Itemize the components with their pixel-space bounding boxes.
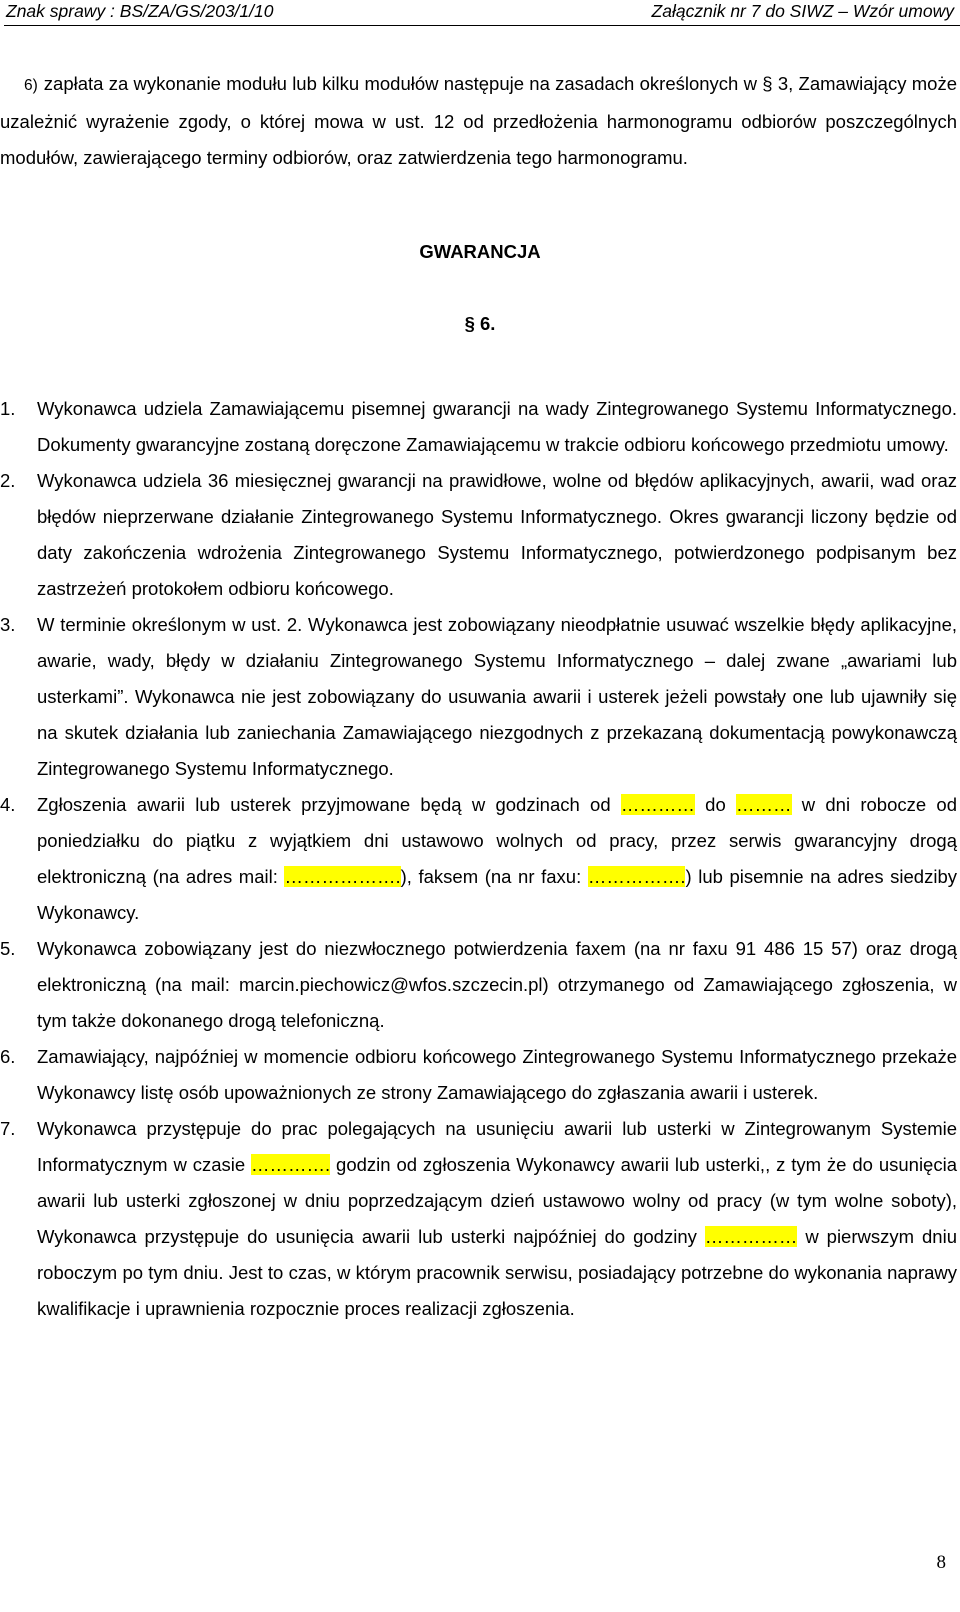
clause-3: [0, 607, 957, 787]
clause-7: [0, 1111, 957, 1327]
clause-text: Wykonawca udziela 36 miesięcznej gwarancji na prawidłowe, wolne od błędów aplikacyjnych, awarii, wad oraz błędów nieprzerwane działanie Zintegrowanego Systemu Informatycznego. Okres gwarancji liczony będzie od daty zakończenia wdrożenia Zintegrowanego Systemu Informatycznego, potwierdzonego podpisanym bez zastrzeżeń protokołem odbioru końcowego.: [37, 470, 957, 599]
fax-blank: …………….: [587, 866, 686, 887]
hours-to-blank: ………: [736, 794, 792, 815]
page-header: [6, 0, 954, 27]
attachment-title: Załącznik nr 7 do SIWZ – Wzór umowy: [651, 1, 954, 21]
intro-paragraph: [0, 66, 957, 176]
clause-1: [0, 391, 957, 463]
clause-number: 6.: [0, 1046, 16, 1067]
page-number: 8: [936, 1552, 946, 1573]
header-divider: [4, 25, 960, 26]
clause-4: [0, 787, 957, 931]
hour-deadline-blank: ……………: [704, 1226, 798, 1247]
clause-5: [0, 931, 957, 1039]
text-segment: godzin od zgłoszenia Wykonawcy awarii lub usterki,, z tym że do usunięcia awarii lub usterki zgłoszonej w dniu poprzedzającym dzień ustawowo wolny od pracy (w tym wolne soboty), Wykonawca przystępuje do usunięcia awarii lub usterki najpóźniej do godziny: [37, 1154, 957, 1247]
hours-from-blank: …………: [620, 794, 695, 815]
clause-number: 2.: [0, 470, 16, 491]
clause-list: [0, 391, 957, 1327]
email-blank: ……………….: [284, 866, 401, 887]
clause-number: 7.: [0, 1118, 16, 1139]
text-segment: w pierwszym dniu roboczym po tym dniu. Jest to czas, w którym pracownik serwisu, posiadający potrzebne do wykonania naprawy kwalifikacje i uprawnienia rozpocznie proces realizacji zgłoszenia.: [37, 1226, 957, 1319]
intro-number: 6): [24, 77, 38, 94]
section-title: GWARANCJA: [419, 241, 541, 262]
intro-text: zapłata za wykonanie modułu lub kilku modułów następuje na zasadach określonych w § 3, Zamawiający może uzależnić wyrażenie zgody, o której mowa w ust. 12 od przedłożenia harmonogramu odbiorów poszczególnych modułów, zawierającego terminy odbiorów, oraz zatwierdzenia tego harmonogramu.: [0, 73, 957, 168]
text-segment: Zgłoszenia awarii lub usterek przyjmowane będą w godzinach od: [37, 794, 621, 815]
text-segment: Wykonawca przystępuje do prac polegających na usunięciu awarii lub usterki w Zintegrowanym Systemie Informatycznym w czasie: [37, 1118, 957, 1175]
clause-text: Wykonawca udziela Zamawiającemu pisemnej gwarancji na wady Zintegrowanego Systemu Informatycznego. Dokumenty gwarancyjne zostaną doręczone Zamawiającemu w trakcie odbioru końcowego przedmiotu umowy.: [37, 398, 957, 455]
text-segment: ), faksem (na nr faxu:: [400, 866, 588, 887]
clause-text: [37, 794, 957, 923]
clause-2: [0, 463, 957, 607]
response-time-blank: ………….: [251, 1154, 331, 1175]
clause-text: [37, 1118, 957, 1319]
clause-number: 3.: [0, 614, 16, 635]
clause-6: [0, 1039, 957, 1111]
clause-text: Zamawiający, najpóźniej w momencie odbioru końcowego Zintegrowanego Systemu Informatycznego przekaże Wykonawcy listę osób upoważnionych ze strony Zamawiającego do zgłaszania awarii i usterek.: [37, 1046, 957, 1103]
text-segment: w dni robocze od poniedziałku do piątku z wyjątkiem dni ustawowo wolnych od pracy, przez serwis gwarancyjny drogą elektroniczną (na adres mail:: [37, 794, 957, 887]
clause-number: 1.: [0, 398, 16, 419]
section-number: § 6.: [464, 313, 496, 334]
clause-text: W terminie określonym w ust. 2. Wykonawca jest zobowiązany nieodpłatnie usuwać wszelkie błędy aplikacyjne, awarie, wady, błędy w działaniu Zintegrowanego Systemu Informatycznego – dalej zwane „awariami lub usterkami”. Wykonawca nie jest zobowiązany do usuwania awarii i usterek jeżeli powstały one lub ujawniły się na skutek działania lub zaniechania Zamawiającego niezgodnych z przekazaną dokumentacją powykonawczą Zintegrowanego Systemu Informatycznego.: [37, 614, 957, 779]
text-segment: do: [694, 794, 737, 815]
case-number: Znak sprawy : BS/ZA/GS/203/1/10: [6, 1, 274, 21]
clause-number: 5.: [0, 938, 16, 959]
clause-number: 4.: [0, 794, 16, 815]
text-segment: ) lub pisemnie na adres siedziby Wykonawcy.: [37, 866, 957, 923]
clause-text: Wykonawca zobowiązany jest do niezwłocznego potwierdzenia faxem (na nr faxu 91 486 15 57) oraz drogą elektroniczną (na mail: marcin.piechowicz@wfos.szczecin.pl) otrzymanego od Zamawiającego zgłoszenia, w tym także dokonanego drogą telefoniczną.: [37, 938, 957, 1031]
